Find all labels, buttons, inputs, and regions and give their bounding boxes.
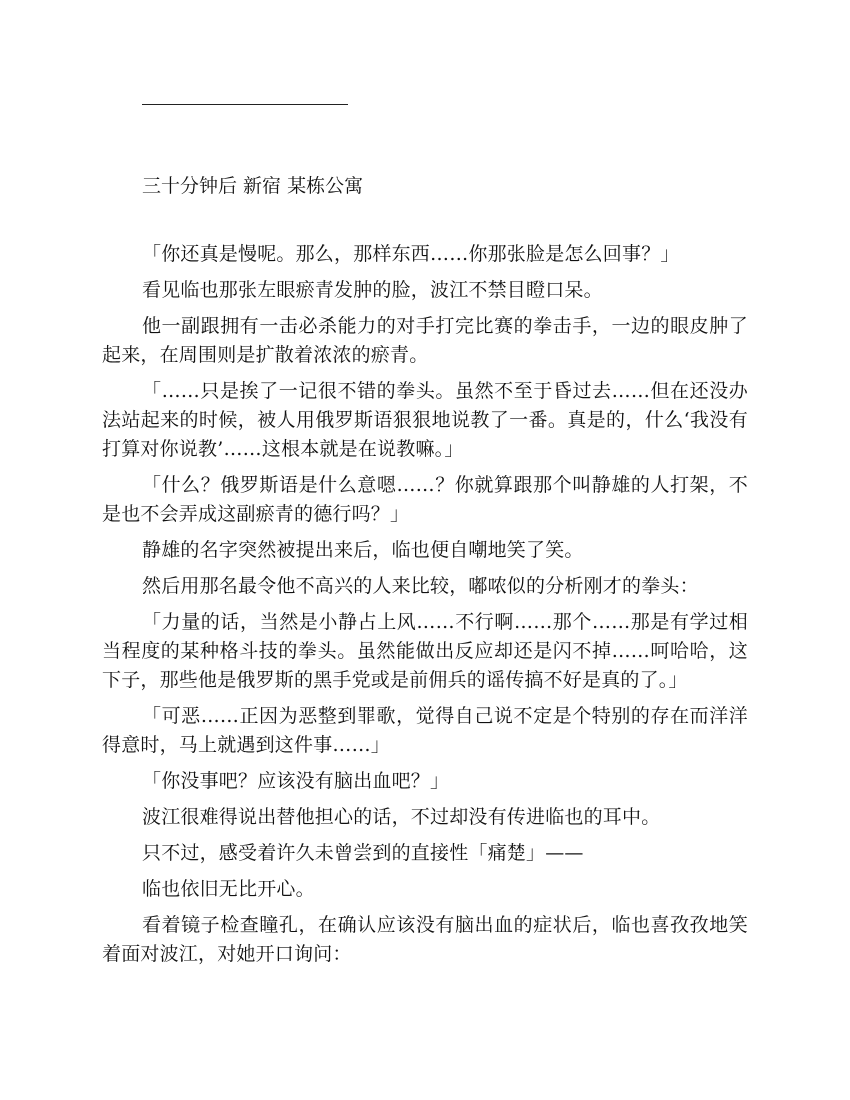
paragraph: 然后用那名最令他不高兴的人来比较，嘟哝似的分析刚才的拳头： <box>142 575 699 597</box>
paragraph: 「你还真是慢呢。那么，那样东西……你那张脸是怎么回事？」 <box>142 243 680 265</box>
paragraph: 「你没事吧？应该没有脑出血吧？」 <box>142 770 450 792</box>
scene-heading: 三十分钟后 新宿 某栋公寓 <box>142 175 364 197</box>
paragraph: 看着镜子检查瞳孔，在确认应该没有脑出血的症状后，临也喜孜孜地笑着面对波江，对她开口询问： <box>102 914 748 965</box>
paragraph: 「……只是挨了一记很不错的拳头。虽然不至于昏过去……但在还没办法站起来的时候，被人用俄罗斯语狠狠地说教了一番。真是的，什么‘我没有打算对你说教’……这根本就是在说教嘛。」 <box>102 380 748 460</box>
paragraph: 「可恶……正因为恶整到罪歌，觉得自己说不定是个特别的存在而洋洋得意时，马上就遇到这件事……」 <box>102 705 748 756</box>
paragraph: 「力量的话，当然是小静占上风……不行啊……那个……那是有学过相当程度的某种格斗技的拳头。虽然能做出反应却还是闪不掉……呵哈哈，这下子，那些他是俄罗斯的黑手党或是前佣兵的谣传搞不好是真的了。」 <box>102 611 748 691</box>
body-text <box>102 240 748 976</box>
paragraph: 「什么？俄罗斯语是什么意嗯……？你就算跟那个叫静雄的人打架，不是也不会弄成这副瘀青的德行吗？」 <box>102 474 748 525</box>
paragraph: 他一副跟拥有一击必杀能力的对手打完比赛的拳击手，一边的眼皮肿了起来，在周围则是扩散着浓浓的瘀青。 <box>102 315 748 366</box>
paragraph: 只不过，感受着许久未曾尝到的直接性「痛楚」—— <box>142 842 584 864</box>
paragraph: 静雄的名字突然被提出来后，临也便自嘲地笑了笑。 <box>142 539 584 561</box>
paragraph: 看见临也那张左眼瘀青发肿的脸，波江不禁目瞪口呆。 <box>142 279 603 301</box>
paragraph: 临也依旧无比开心。 <box>142 878 315 900</box>
section-divider <box>142 104 348 105</box>
paragraph: 波江很难得说出替他担心的话，不过却没有传进临也的耳中。 <box>142 806 661 828</box>
